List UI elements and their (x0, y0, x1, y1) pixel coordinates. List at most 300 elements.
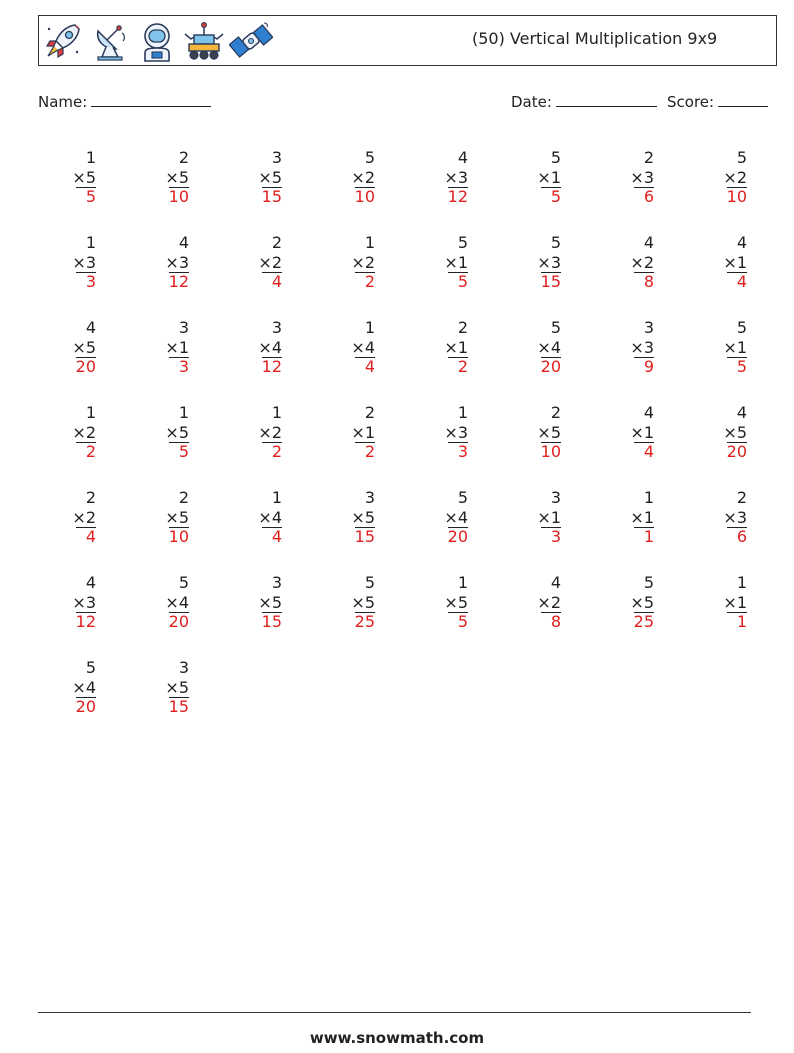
multiplicand: 2 (364, 403, 375, 422)
answer-row (242, 612, 282, 632)
multiplicand: 1 (85, 233, 96, 252)
problem (56, 148, 96, 207)
multiplier: ×1 (444, 252, 468, 272)
multiplicand: 1 (457, 403, 468, 422)
multiplier: ×3 (537, 252, 561, 272)
multiplicand: 2 (271, 233, 282, 252)
multiplicand: 5 (457, 233, 468, 252)
answer: 4 (271, 527, 282, 546)
answer-bar (634, 527, 654, 528)
multiplicand: 3 (364, 488, 375, 507)
answer-bar (169, 357, 189, 358)
problem (521, 318, 561, 377)
problem (614, 573, 654, 632)
problem (707, 403, 747, 462)
answer-bar (634, 357, 654, 358)
answer: 15 (540, 272, 561, 291)
multiplicand: 5 (457, 488, 468, 507)
answer-row (335, 187, 375, 207)
answer: 10 (354, 187, 375, 206)
problem (242, 318, 282, 377)
answer: 5 (457, 612, 468, 631)
answer-row (614, 272, 654, 292)
problem (56, 318, 96, 377)
answer: 2 (85, 442, 96, 461)
answer-bar (76, 442, 96, 443)
answer-bar (169, 612, 189, 613)
problem (521, 403, 561, 462)
multiplicand: 2 (736, 488, 747, 507)
answer-bar (727, 357, 747, 358)
answer: 10 (540, 442, 561, 461)
answer-bar (355, 442, 375, 443)
answer: 4 (736, 272, 747, 291)
answer: 2 (364, 272, 375, 291)
answer-bar (448, 187, 468, 188)
answer: 2 (457, 357, 468, 376)
problem (242, 403, 282, 462)
multiplier: ×5 (444, 592, 468, 612)
answer-bar (448, 442, 468, 443)
answer-bar (727, 272, 747, 273)
multiplier: ×5 (258, 167, 282, 187)
multiplier: ×1 (630, 422, 654, 442)
multiplier: ×5 (630, 592, 654, 612)
answer: 5 (85, 187, 96, 206)
problem (56, 573, 96, 632)
answer: 12 (447, 187, 468, 206)
answer-bar (541, 612, 561, 613)
answer-row (242, 527, 282, 547)
answer-bar (634, 612, 654, 613)
answer-row (242, 357, 282, 377)
problem (56, 403, 96, 462)
answer-row (149, 697, 189, 717)
footer-site: www.snowmath.com (309, 1029, 485, 1047)
answer-row (614, 527, 654, 547)
answer: 20 (75, 357, 96, 376)
answer-bar (76, 187, 96, 188)
answer: 8 (550, 612, 561, 631)
multiplier: ×3 (444, 422, 468, 442)
multiplicand: 5 (364, 573, 375, 592)
problem (242, 488, 282, 547)
multiplier: ×4 (258, 337, 282, 357)
answer-row (56, 697, 96, 717)
answer-row (149, 612, 189, 632)
multiplicand: 1 (85, 403, 96, 422)
answer-row (707, 357, 747, 377)
answer-row (149, 357, 189, 377)
problem (149, 573, 189, 632)
answer-row (149, 442, 189, 462)
problem (242, 233, 282, 292)
answer: 1 (643, 527, 654, 546)
multiplier: ×5 (165, 507, 189, 527)
answer-row (56, 527, 96, 547)
problem (707, 318, 747, 377)
answer: 10 (168, 187, 189, 206)
multiplier: ×2 (258, 252, 282, 272)
multiplier: ×5 (165, 167, 189, 187)
problem (521, 148, 561, 207)
multiplicand: 2 (550, 403, 561, 422)
answer-bar (76, 697, 96, 698)
answer-row (428, 442, 468, 462)
problem (428, 488, 468, 547)
answer-bar (355, 612, 375, 613)
answer: 4 (643, 442, 654, 461)
multiplier: ×5 (351, 592, 375, 612)
answer: 6 (736, 527, 747, 546)
multiplicand: 1 (364, 233, 375, 252)
multiplier: ×5 (72, 337, 96, 357)
multiplier: ×2 (72, 422, 96, 442)
answer: 2 (364, 442, 375, 461)
answer: 12 (168, 272, 189, 291)
answer-bar (727, 442, 747, 443)
multiplier: ×5 (723, 422, 747, 442)
problem (428, 233, 468, 292)
problem (56, 488, 96, 547)
multiplicand: 4 (178, 233, 189, 252)
multiplier: ×5 (537, 422, 561, 442)
problem (149, 148, 189, 207)
multiplicand: 5 (550, 233, 561, 252)
problem (521, 488, 561, 547)
answer-bar (727, 527, 747, 528)
multiplicand: 5 (643, 573, 654, 592)
problem (428, 148, 468, 207)
multiplicand: 1 (643, 488, 654, 507)
problem (428, 318, 468, 377)
multiplier: ×2 (351, 252, 375, 272)
multiplicand: 4 (736, 403, 747, 422)
problem (335, 573, 375, 632)
score-label: Score: (667, 93, 715, 111)
answer: 3 (178, 357, 189, 376)
multiplier: ×4 (351, 337, 375, 357)
multiplier: ×3 (630, 167, 654, 187)
answer-row (521, 187, 561, 207)
multiplier: ×3 (723, 507, 747, 527)
answer-row (707, 612, 747, 632)
multiplicand: 2 (643, 148, 654, 167)
answer: 4 (271, 272, 282, 291)
answer-bar (169, 527, 189, 528)
answer-row (335, 357, 375, 377)
answer-bar (727, 187, 747, 188)
multiplicand: 4 (85, 573, 96, 592)
answer-bar (448, 612, 468, 613)
answer: 15 (261, 187, 282, 206)
multiplier: ×5 (165, 422, 189, 442)
multiplicand: 1 (457, 573, 468, 592)
answer-row (242, 187, 282, 207)
multiplicand: 5 (550, 148, 561, 167)
answer-row (149, 527, 189, 547)
name-label: Name: (38, 93, 88, 111)
multiplicand: 1 (271, 403, 282, 422)
multiplicand: 5 (364, 148, 375, 167)
problem (614, 318, 654, 377)
answer: 15 (354, 527, 375, 546)
footer-divider (38, 1012, 751, 1013)
multiplier: ×2 (630, 252, 654, 272)
multiplier: ×1 (537, 507, 561, 527)
answer-row (707, 187, 747, 207)
answer-row (428, 187, 468, 207)
multiplicand: 4 (550, 573, 561, 592)
multiplicand: 1 (178, 403, 189, 422)
multiplier: ×5 (72, 167, 96, 187)
multiplicand: 5 (550, 318, 561, 337)
problem (335, 403, 375, 462)
multiplicand: 4 (85, 318, 96, 337)
answer-bar (76, 527, 96, 528)
answer-bar (355, 357, 375, 358)
multiplicand: 5 (85, 658, 96, 677)
answer: 5 (178, 442, 189, 461)
answer-bar (355, 187, 375, 188)
multiplicand: 4 (643, 403, 654, 422)
answer-row (242, 442, 282, 462)
answer-bar (169, 272, 189, 273)
multiplier: ×4 (258, 507, 282, 527)
answer-bar (541, 527, 561, 528)
multiplier: ×1 (444, 337, 468, 357)
answer: 20 (540, 357, 561, 376)
answer-bar (262, 272, 282, 273)
answer: 5 (736, 357, 747, 376)
multiplicand: 3 (178, 318, 189, 337)
answer-bar (262, 612, 282, 613)
answer-bar (355, 272, 375, 273)
multiplier: ×5 (165, 677, 189, 697)
multiplier: ×4 (165, 592, 189, 612)
answer-bar (448, 527, 468, 528)
problem (521, 233, 561, 292)
worksheet-title: (50) Vertical Multiplication 9x9 (472, 29, 718, 48)
problem (707, 573, 747, 632)
answer-row (56, 272, 96, 292)
answer-row (521, 272, 561, 292)
multiplicand: 3 (271, 318, 282, 337)
answer: 9 (643, 357, 654, 376)
answer-bar (169, 697, 189, 698)
answer-bar (448, 272, 468, 273)
answer: 10 (168, 527, 189, 546)
multiplier: ×2 (723, 167, 747, 187)
answer-row (707, 527, 747, 547)
answer-bar (355, 527, 375, 528)
answer-row (242, 272, 282, 292)
problem (149, 318, 189, 377)
answer-bar (262, 187, 282, 188)
problem (614, 403, 654, 462)
problem (707, 233, 747, 292)
multiplier: ×2 (72, 507, 96, 527)
multiplicand: 2 (178, 148, 189, 167)
problem (149, 658, 189, 717)
answer-row (56, 612, 96, 632)
multiplier: ×3 (630, 337, 654, 357)
answer-row (614, 187, 654, 207)
multiplicand: 2 (178, 488, 189, 507)
answer: 4 (85, 527, 96, 546)
answer-bar (634, 442, 654, 443)
answer-row (335, 527, 375, 547)
answer-row (614, 442, 654, 462)
answer: 12 (261, 357, 282, 376)
answer-row (428, 612, 468, 632)
answer: 10 (726, 187, 747, 206)
multiplier: ×1 (537, 167, 561, 187)
multiplicand: 3 (271, 148, 282, 167)
answer-row (707, 272, 747, 292)
problem (242, 573, 282, 632)
multiplicand: 3 (271, 573, 282, 592)
answer-bar (76, 272, 96, 273)
problem (707, 488, 747, 547)
answer: 5 (457, 272, 468, 291)
answer-bar (634, 272, 654, 273)
multiplicand: 1 (736, 573, 747, 592)
answer: 2 (271, 442, 282, 461)
multiplicand: 2 (85, 488, 96, 507)
multiplicand: 1 (85, 148, 96, 167)
answer: 3 (550, 527, 561, 546)
answer-row (521, 442, 561, 462)
answer-row (614, 612, 654, 632)
answer-row (56, 442, 96, 462)
answer: 1 (736, 612, 747, 631)
answer-bar (727, 612, 747, 613)
answer: 20 (726, 442, 747, 461)
multiplier: ×1 (630, 507, 654, 527)
multiplier: ×2 (258, 422, 282, 442)
multiplier: ×5 (258, 592, 282, 612)
answer: 25 (633, 612, 654, 631)
answer: 5 (550, 187, 561, 206)
multiplier: ×3 (72, 592, 96, 612)
answer: 15 (261, 612, 282, 631)
answer: 25 (354, 612, 375, 631)
answer-row (521, 357, 561, 377)
multiplicand: 4 (643, 233, 654, 252)
multiplicand: 3 (550, 488, 561, 507)
problem (335, 233, 375, 292)
answer-row (149, 272, 189, 292)
answer-bar (448, 357, 468, 358)
answer-row (149, 187, 189, 207)
problem (56, 233, 96, 292)
answer-bar (76, 612, 96, 613)
answer-bar (76, 357, 96, 358)
multiplicand: 3 (643, 318, 654, 337)
answer-bar (541, 357, 561, 358)
problem (521, 573, 561, 632)
answer-bar (541, 272, 561, 273)
multiplicand: 4 (457, 148, 468, 167)
answer: 6 (643, 187, 654, 206)
answer-bar (169, 187, 189, 188)
problem (149, 233, 189, 292)
problem (614, 233, 654, 292)
answer-bar (262, 442, 282, 443)
answer-bar (634, 187, 654, 188)
multiplier: ×5 (351, 507, 375, 527)
answer-bar (169, 442, 189, 443)
answer-bar (541, 442, 561, 443)
multiplier: ×3 (165, 252, 189, 272)
answer-bar (262, 527, 282, 528)
multiplicand: 1 (364, 318, 375, 337)
multiplicand: 5 (736, 318, 747, 337)
multiplier: ×1 (723, 252, 747, 272)
answer: 20 (75, 697, 96, 716)
problem (149, 488, 189, 547)
answer-row (56, 187, 96, 207)
answer: 12 (75, 612, 96, 631)
answer-row (335, 612, 375, 632)
multiplier: ×4 (72, 677, 96, 697)
answer: 8 (643, 272, 654, 291)
multiplier: ×2 (351, 167, 375, 187)
answer-bar (541, 187, 561, 188)
problem (242, 148, 282, 207)
answer: 20 (168, 612, 189, 631)
multiplier: ×3 (444, 167, 468, 187)
multiplier: ×3 (72, 252, 96, 272)
answer-row (521, 612, 561, 632)
multiplier: ×1 (723, 337, 747, 357)
date-label: Date: (511, 93, 552, 111)
answer-row (521, 527, 561, 547)
answer: 20 (447, 527, 468, 546)
problem (614, 488, 654, 547)
multiplicand: 1 (271, 488, 282, 507)
answer-row (428, 527, 468, 547)
multiplier: ×4 (537, 337, 561, 357)
problem (335, 148, 375, 207)
problem (335, 318, 375, 377)
multiplier: ×1 (723, 592, 747, 612)
answer: 15 (168, 697, 189, 716)
answer-row (56, 357, 96, 377)
multiplicand: 4 (736, 233, 747, 252)
multiplier: ×1 (351, 422, 375, 442)
problem (614, 148, 654, 207)
answer-row (428, 272, 468, 292)
multiplicand: 5 (736, 148, 747, 167)
multiplier: ×1 (165, 337, 189, 357)
problem (56, 658, 96, 717)
answer-row (335, 272, 375, 292)
multiplicand: 5 (178, 573, 189, 592)
problem (707, 148, 747, 207)
problem (335, 488, 375, 547)
answer-row (614, 357, 654, 377)
answer-row (335, 442, 375, 462)
multiplier: ×4 (444, 507, 468, 527)
answer: 4 (364, 357, 375, 376)
answer-row (707, 442, 747, 462)
problem (149, 403, 189, 462)
answer: 3 (85, 272, 96, 291)
answer-bar (262, 357, 282, 358)
problem (428, 403, 468, 462)
